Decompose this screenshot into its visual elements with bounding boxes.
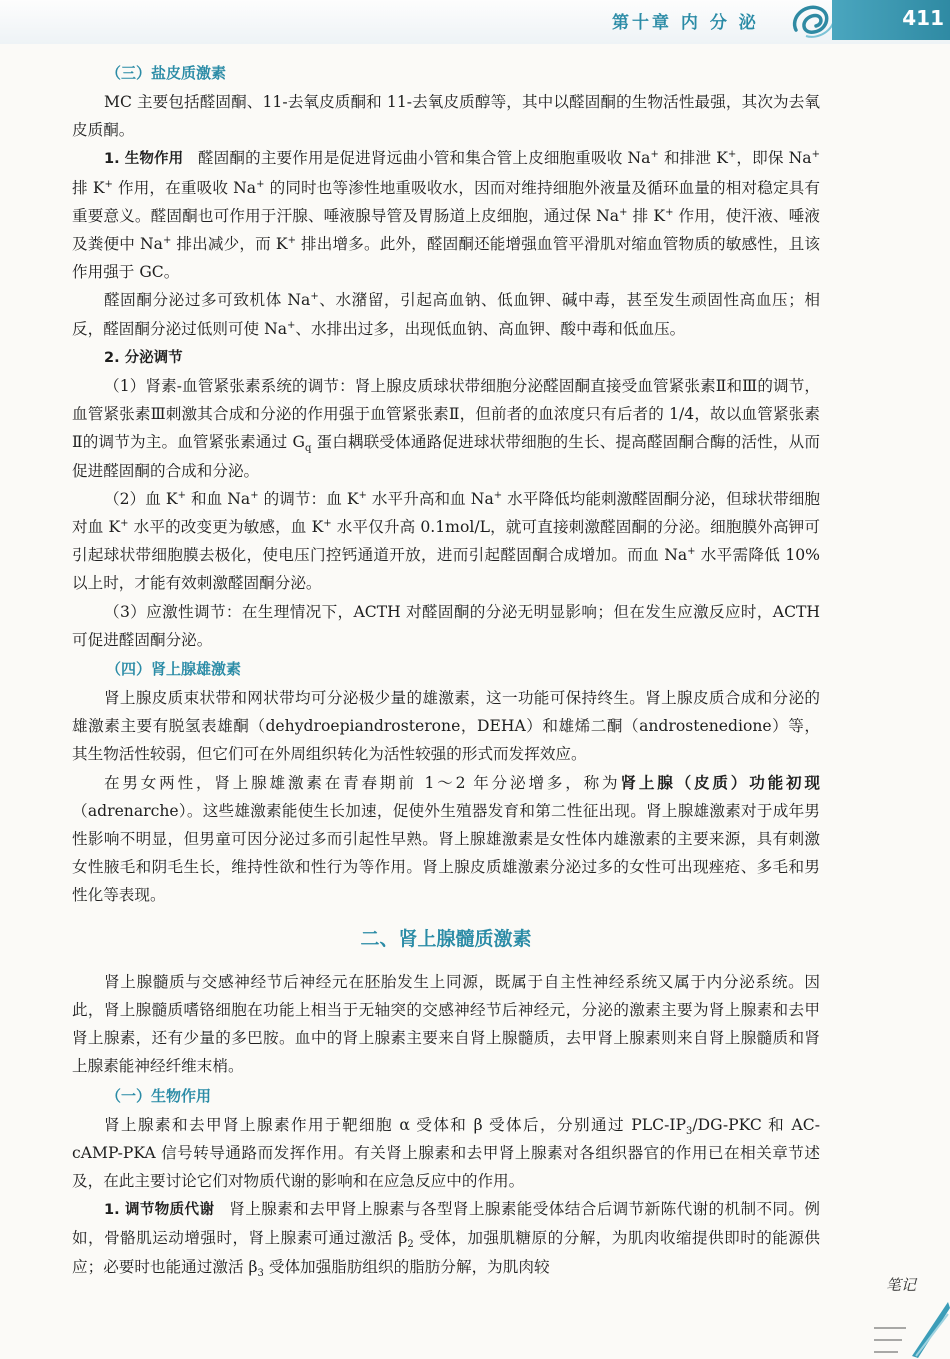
notes-margin bbox=[872, 1268, 950, 1359]
superscript: + bbox=[687, 546, 696, 558]
paragraph: 肾上腺皮质束状带和网状带均可分泌极少量的雄激素，这一功能可保持终生。肾上腺皮质合成和分泌的雄激素主要有脱氢表雄酮（dehydroepiandrosterone，DEHA）和雄烯二酮（androstenedione）等，其生物活性较弱，但它们可在外周组织转化为活性较强的形式而发挥效应。 bbox=[72, 689, 820, 764]
subscript: q bbox=[304, 443, 312, 455]
section-heading: 二、肾上腺髓质激素 bbox=[360, 927, 532, 950]
paragraph-lead: 1. 生物作用 bbox=[104, 151, 198, 168]
paragraph: （3）应激性调节：在生理情况下，ACTH 对醛固酮的分泌无明显影响；但在发生应激反应时，ACTH 可促进醛固酮分泌。 bbox=[72, 602, 820, 649]
paragraph-lead: 2. 分泌调节 bbox=[104, 349, 183, 366]
paragraph: （1）肾素-血管紧张素系统的调节：肾上腺皮质球状带细胞分泌醛固酮直接受血管紧张素Ⅱ和Ⅲ的调节，血管紧张素Ⅲ刺激其合成和分泌的作用强于血管紧张素Ⅱ，但前者的血浓度只有后者的 1/4，故以血管紧张素Ⅱ的调节为主。血管紧张素通过 $G_q$ 蛋白耦联受体通路促进球状带细胞的生长、提高醛固酮合酶的活性，从而促进醛固酮的合成和分泌。 bbox=[72, 377, 820, 480]
paragraph: （2）血 K+ 和血 Na+ 的调节：血 K+ 水平升高和血 Na+ 水平降低均能刺激醛固酮分泌，但球状带细胞对血 K+ 水平的改变更为敏感，血 K+ 水平仅升高 0.1mol/L，就可直接刺激醛固酮的分泌。细胞膜外高钾可引起球状带细胞膜去极化，使电压门控钙通道开放，进而引起醛固酮合成增加。而血 Na+ 水平需降低 10% 以上时，才能有效刺激醛固酮分泌。 bbox=[72, 489, 821, 593]
paragraph-lead: 1. 调节物质代谢 bbox=[104, 1202, 230, 1219]
page-number: 411 bbox=[902, 6, 944, 30]
superscript: + bbox=[120, 517, 129, 529]
paragraph: 1. 调节物质代谢 肾上腺素和去甲肾上腺素与各型肾上腺素能受体结合后调节新陈代谢的机制不同。例如，骨骼肌运动增强时，肾上腺素可通过激活 $\beta_2$ 受体，加强肌糖原的分解，为肌肉收缩提供即时的能源供应；必要时也能通过激活 $\beta_3$ 受体加强脂肪组织的脂肪分解，为肌肉较 bbox=[72, 1200, 820, 1279]
superscript: + bbox=[493, 489, 503, 501]
superscript: + bbox=[287, 319, 296, 331]
superscript: + bbox=[162, 234, 172, 246]
paragraph: 肾上腺素和去甲肾上腺素作用于靶细胞 α 受体和 β 受体后，分别通过 PLC-$IP_3/DG$-PKC 和 AC-cAMP-PKA 信号转导通路而发挥作用。有关肾上腺素和去甲肾上腺素对各组织器官的作用已在相关章节述及，在此主要讨论它们对物质代谢的影响和在应急反应中的作用。 bbox=[72, 1115, 820, 1190]
page-body bbox=[72, 58, 820, 1281]
superscript: + bbox=[250, 489, 259, 501]
paragraph: 肾上腺髓质与交感神经节后神经元在胚胎发生上同源，既属于自主性神经系统又属于内分泌系统。因此，肾上腺髓质嗜铬细胞在功能上相当于无轴突的交感神经节后神经元，分泌的激素主要为肾上腺素和去甲肾上腺素，还有少量的多巴胺。血中的肾上腺素主要来自肾上腺髓质，去甲肾上腺素则来自肾上腺髓质和肾上腺素能神经纤维末梢。 bbox=[72, 972, 820, 1076]
page-number-box bbox=[832, 0, 950, 40]
superscript: + bbox=[727, 149, 737, 161]
chapter-title: 第十章 内 分 泌 bbox=[612, 13, 759, 33]
subsection-heading: （四）肾上腺雄激素 bbox=[106, 660, 242, 679]
paragraph: 醛固酮分泌过多可致机体 Na+、水潴留，引起高血钠、低血钾、碱中毒，甚至发生顽固性高血压；相反，醛固酮分泌过低则可使 Na+、水排出过多，出现低血钠、高血钾、酸中毒和低血压。 bbox=[72, 291, 820, 338]
superscript: + bbox=[177, 489, 186, 501]
chapter-swirl-icon bbox=[788, 0, 838, 40]
superscript: + bbox=[310, 291, 319, 303]
subscript: 2 bbox=[407, 1239, 414, 1251]
subsection-heading: （一）生物作用 bbox=[106, 1086, 212, 1105]
subsection-heading: （三）盐皮质激素 bbox=[106, 64, 227, 82]
superscript: + bbox=[287, 234, 296, 246]
paragraph: 在男女两性，肾上腺雄激素在青春期前 1～2 年分泌增多，称为肾上腺（皮质）功能初现（adrenarche）。这些雄激素能使生长加速，促使外生殖器发育和第二性征出现。肾上腺雄激素对于成年男性影响不明显，但男童可因分泌过多而引起性早熟。肾上腺雄激素是女性体内雄激素的主要来源，具有刺激女性腋毛和阴毛生长，维持性欲和性行为等作用。肾上腺皮质雄激素分泌过多的女性可出现痤疮、多毛和男性化等表现。 bbox=[72, 773, 820, 905]
superscript: + bbox=[619, 206, 628, 218]
superscript: + bbox=[358, 489, 367, 501]
pen-icon bbox=[872, 1268, 950, 1359]
superscript: + bbox=[256, 178, 265, 190]
superscript: + bbox=[323, 517, 332, 529]
term-emphasis: 肾上腺（皮质）功能初现 bbox=[620, 773, 820, 792]
paragraph bbox=[72, 343, 820, 372]
subscript: 3 bbox=[686, 1125, 693, 1137]
paragraph: MC 主要包括醛固酮、11-去氧皮质酮和 11-去氧皮质醇等，其中以醛固酮的生物活性最强，其次为去氧皮质酮。 bbox=[72, 93, 820, 140]
subscript: 3 bbox=[257, 1267, 264, 1279]
superscript: + bbox=[811, 149, 820, 161]
notes-label: 笔记 bbox=[886, 1276, 917, 1294]
paragraph: 1. 生物作用 醛固酮的主要作用是促进肾远曲小管和集合管上皮细胞重吸收 Na+ 和排泄 K+，即保 Na+ 排 K+ 作用，在重吸收 Na+ 的同时也等渗性地重吸收水，因而对维持细胞外液量及循环血量的相对稳定具有重要意义。醛固酮也可作用于汗腺、唾液腺导管及胃肠道上皮细胞，通过保 Na+ 排 K+ 作用，使汗液、唾液及粪便中 Na+ 排出减少，而 K+ 排出增多。此外，醛固酮还能增强血管平滑肌对缩血管物质的敏感性，且该作用强于 GC。 bbox=[72, 149, 820, 282]
superscript: + bbox=[665, 206, 674, 218]
superscript: + bbox=[650, 149, 659, 161]
superscript: + bbox=[104, 178, 113, 190]
